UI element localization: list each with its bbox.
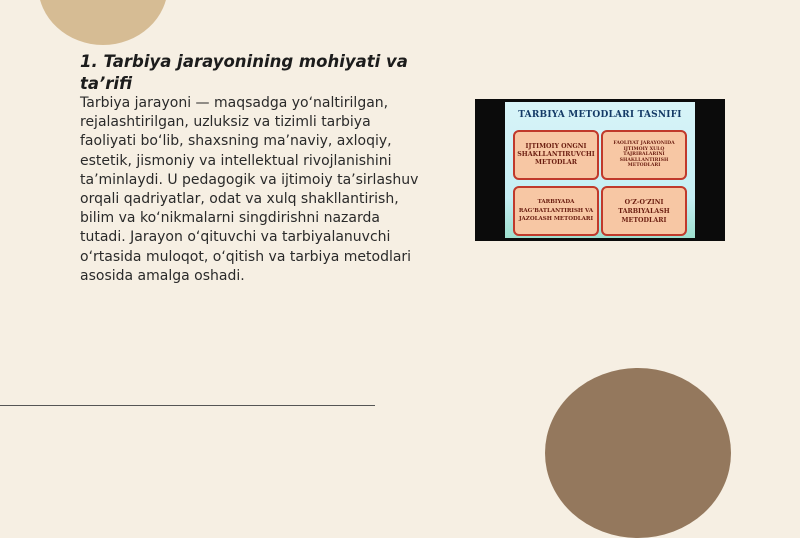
method-box-self-education: O‘Z-O‘ZINI TARBIYALASH METODLARI [601, 186, 687, 236]
image-content [505, 102, 695, 238]
slide-body-text: Tarbiya jarayoni — maqsadga yo‘naltirilgan, rejalashtirilgan, uzluksiz va tizimli tarbiya faoliyati bo‘lib, shaxsning ma’naviy, axloqiy, estetik, jismoniy va intellektual rivojlanishini ta’minlaydi. U pedagogik va ijtimoiy ta’sirlashuv orqali qadriyatlar, odat va xulq shakllantirish, bilim va ko‘nikmalarni singdirishni nazarda tutadi. Jarayon o‘qituvchi va tarbiyalanuvchi o‘rtasida muloqot, o‘qitish va tarbiya metodlari asosida amalga oshadi. [80, 95, 419, 284]
method-box-social-consciousness: IJTIMOIY ONGNI SHAKLLANTIRUVCHI METODLAR [513, 130, 599, 180]
slide-title: 1. Tarbiya jarayonining mohiyati va ta’rifi [80, 52, 408, 93]
divider-line [0, 405, 375, 406]
methods-classification-image [475, 99, 725, 241]
decorative-circle-top [38, 0, 168, 45]
method-box-reward-punishment: TARBIYADA RAG‘BATLANTIRISH VA JAZOLASH METODLARI [513, 186, 599, 236]
method-box-activity-experience: FAOLIYAT JARAYONIDA IJTIMOIY XULQ TAJRIBALARINI SHAKLLANTIRISH METODLARI [601, 130, 687, 180]
image-heading: TARBIYA METODLARI TASNIFI [518, 110, 682, 120]
decorative-circle-bottom [545, 368, 731, 538]
